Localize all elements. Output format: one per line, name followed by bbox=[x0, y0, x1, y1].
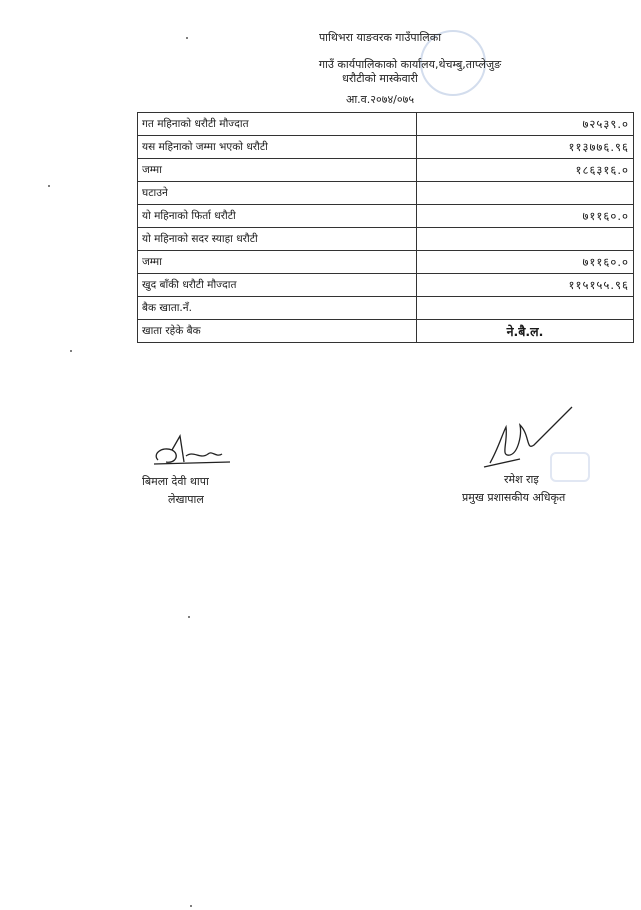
table-row bbox=[138, 205, 634, 228]
office-address: गाउँ कार्यपालिकाको कार्यालय,थेचम्बु,ताप्लेजुङ bbox=[318, 58, 502, 71]
table-row bbox=[138, 182, 634, 205]
row-label: खुद बाँकी धरौटी मौज्दात bbox=[138, 274, 417, 297]
scan-speck bbox=[48, 185, 50, 187]
fiscal-year: आ.व.२०७४/०७५ bbox=[345, 93, 415, 106]
row-value: १८६३१६.० bbox=[417, 159, 634, 182]
row-value: ने.बै.ल. bbox=[417, 320, 634, 343]
table-row bbox=[138, 113, 634, 136]
row-value bbox=[417, 228, 634, 251]
scan-speck bbox=[186, 37, 188, 39]
officer-stamp bbox=[550, 452, 590, 482]
row-label: घटाउने bbox=[138, 182, 417, 205]
table-row bbox=[138, 320, 634, 343]
scan-speck bbox=[188, 616, 190, 618]
scan-speck bbox=[70, 350, 72, 352]
table-row bbox=[138, 136, 634, 159]
row-value: ७११६०.० bbox=[417, 251, 634, 274]
row-label: यस महिनाको जम्मा भएको धरौटी bbox=[138, 136, 417, 159]
row-label: खाता रहेके बैक bbox=[138, 320, 417, 343]
scan-speck bbox=[190, 905, 192, 907]
table-row bbox=[138, 159, 634, 182]
row-label: जम्मा bbox=[138, 159, 417, 182]
row-value: ११५१५५.९६ bbox=[417, 274, 634, 297]
municipality-name: पाथिभरा याङवरक गाउँपालिका bbox=[318, 31, 442, 44]
row-value: ७११६०.० bbox=[417, 205, 634, 228]
row-label: यो महिनाको सदर स्याहा धरौटी bbox=[138, 228, 417, 251]
deposit-ledger-table bbox=[137, 112, 634, 343]
row-label: गत महिनाको धरौटी मौज्दात bbox=[138, 113, 417, 136]
row-value bbox=[417, 182, 634, 205]
officer-title: प्रमुख प्रशासकीय अधिकृत bbox=[462, 491, 566, 504]
row-label: बैक खाता.नँ. bbox=[138, 297, 417, 320]
table-row bbox=[138, 297, 634, 320]
table-row bbox=[138, 228, 634, 251]
officer-name: रमेश राइ bbox=[504, 473, 539, 486]
table-row bbox=[138, 251, 634, 274]
table-row bbox=[138, 274, 634, 297]
accountant-name: बिमला देवी थापा bbox=[142, 475, 209, 488]
accountant-title: लेखापाल bbox=[168, 493, 204, 506]
row-value: ११३७७६.९६ bbox=[417, 136, 634, 159]
row-value: ७२५३९.० bbox=[417, 113, 634, 136]
accountant-signature bbox=[150, 432, 240, 472]
document-title: धरौटीको मास्केवारी bbox=[342, 72, 418, 85]
row-label: यो महिनाको फिर्ता धरौटी bbox=[138, 205, 417, 228]
row-value bbox=[417, 297, 634, 320]
row-label: जम्मा bbox=[138, 251, 417, 274]
